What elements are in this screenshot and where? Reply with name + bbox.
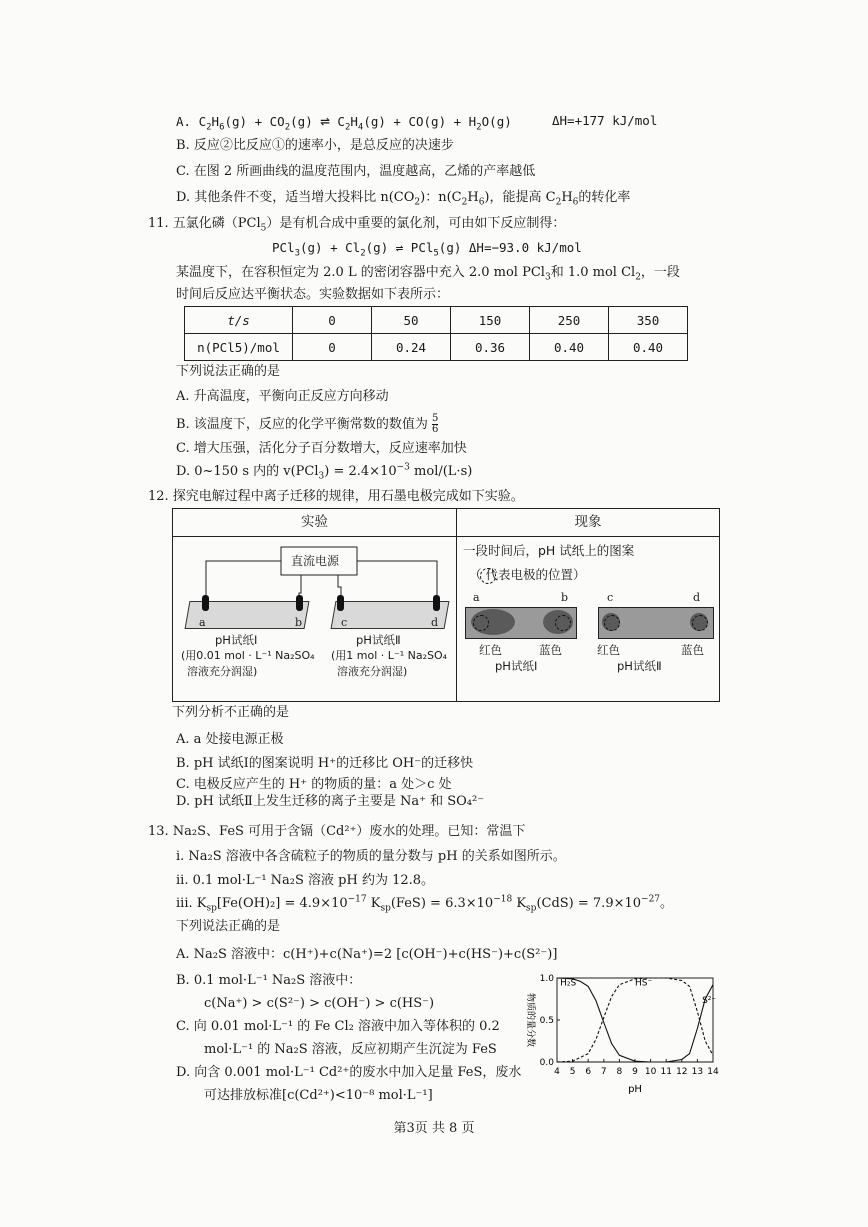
x-tick-label: 14: [707, 1067, 719, 1077]
q13-option-c-2: mol·L⁻¹ 的 Na₂S 溶液，反应初期产生沉淀为 FeS: [204, 1042, 497, 1057]
series-label: S²⁻: [702, 996, 717, 1007]
q10-option-a: A. $C_2H_6(g) + CO_2(g)$ ⇌ $C_2H_4(g) + CO(g) + H_2O(g)$: [176, 111, 512, 133]
q13-iii: iii. $K_{sp}[Fe(OH)_2] = 4.9\times 10^{-17}$ $K_{sp}(FeS) = 6.3\times 10^{-18}$ $K_{sp}(CdS) = 7.9\times 10^{-27}$。: [176, 894, 674, 914]
table-row: [185, 334, 688, 361]
electrode-a: [202, 595, 209, 611]
electrode-a-marker: [473, 615, 489, 631]
x-tick-label: 4: [554, 1067, 560, 1077]
q12-option-a: A. a 处接电源正极: [176, 732, 284, 747]
q10-option-c: C. 在图 2 所画曲线的温度范围内，温度越高，乙烯的产率越低: [176, 164, 536, 179]
table-cell: 0: [293, 334, 372, 361]
paper2-result-label: pH试纸Ⅱ: [617, 659, 662, 673]
table-cell: 0.40: [609, 334, 688, 361]
q13-i: i. Na₂S 溶液中各含硫粒子的物质的量分数与 pH 的关系如图所示。: [176, 849, 566, 864]
electrode-b: [296, 595, 303, 611]
paper2-note-1: (用1 mol · L⁻¹ Na₂SO₄: [331, 649, 448, 662]
label-d: d: [431, 616, 439, 629]
q13-ii: ii. 0.1 mol·L⁻¹ Na₂S 溶液 pH 约为 12.8。: [176, 873, 435, 888]
x-axis-label: pH: [628, 1084, 642, 1095]
phen-line-2: （ 代表电极的位置）: [469, 567, 586, 582]
phen-label-d: d: [693, 591, 701, 604]
series-line: [557, 978, 713, 1062]
paper2-blue-label: 蓝色: [681, 643, 704, 657]
q13-option-b-2: c(Na⁺) > c(S²⁻) > c(OH⁻) > c(HS⁻): [204, 996, 435, 1011]
q11-title: 11. 五氯化磷（PCl$_5$）是有机合成中重要的氯化剂，可由如下反应制得：: [148, 216, 566, 234]
phen-label-c: c: [607, 591, 614, 604]
q10-option-d: D. 其他条件不变，适当增大投料比 $n(CO_2)$：$n(C_2H_6)$，能提高 $C_2H_6$的转化率: [176, 190, 631, 208]
plot-frame: [557, 978, 713, 1062]
electrode-d-marker: [692, 615, 708, 631]
q12-prompt: 下列分析不正确的是: [172, 705, 290, 720]
divider: [456, 509, 457, 701]
x-tick-label: 12: [676, 1067, 688, 1077]
q11-option-b: B. 该温度下，反应的化学平衡常数的数值为 $\frac{5}{6}$: [176, 413, 439, 435]
q11-option-d: D. 0~150 s 内的 $v(PCl_3) = 2.4\times 10^{-3}$ mol/(L·s): [176, 462, 473, 482]
paper2-red-label: 红色: [597, 643, 620, 657]
q13-prompt: 下列说法正确的是: [176, 919, 281, 934]
q11-condition-line2: 时间后反应达平衡状态。实验数据如下表所示：: [176, 287, 450, 302]
label-b: b: [295, 616, 303, 629]
electrode-position-icon: [480, 568, 496, 584]
phen-label-a: a: [473, 591, 480, 604]
y-tick-label: 0.5: [539, 1016, 554, 1026]
phen-label-b: b: [561, 591, 569, 604]
table-cell: 0: [293, 307, 372, 334]
paper1-result-label: pH试纸Ⅰ: [495, 659, 538, 673]
electrode-c-marker: [604, 615, 620, 631]
q12-option-c: C. 电极反应产生的 H⁺ 的物质的量：a 处＞c 处: [176, 777, 452, 792]
label-a: a: [199, 616, 206, 629]
table-cell: 0.24: [372, 334, 451, 361]
paper1-blue-label: 蓝色: [539, 643, 562, 657]
electrode-d: [433, 595, 440, 611]
q13-option-d-1: D. 向含 0.001 mol·L⁻¹ Cd²⁺的废水中加入足量 FeS，废水: [176, 1065, 522, 1080]
q13-title: 13. Na₂S、FeS 可用于含镉（Cd²⁺）废水的处理。已知：常温下: [148, 824, 526, 839]
x-tick-label: 11: [660, 1067, 672, 1077]
x-tick-label: 7: [600, 1067, 607, 1077]
dc-power-label: 直流电源: [291, 554, 340, 568]
table-cell: 0.40: [530, 334, 609, 361]
col-phenomenon: 现象: [457, 509, 719, 537]
q12-option-b: B. pH 试纸Ⅰ的图案说明 H⁺的迁移比 OH⁻的迁移快: [176, 756, 474, 771]
phen-line-1: 一段时间后，pH 试纸上的图案: [463, 543, 635, 558]
electrode-b-marker: [555, 615, 571, 631]
x-tick-label: 10: [644, 1067, 657, 1077]
x-tick-label: 9: [632, 1067, 638, 1077]
col-experiment: 实验: [173, 509, 456, 537]
q12-experiment-table: [172, 508, 720, 702]
paper1-red-label: 红色: [479, 643, 502, 657]
table-cell: 0.36: [451, 334, 530, 361]
q13-option-c-1: C. 向 0.01 mol·L⁻¹ 的 Fe Cl₂ 溶液中加入等体积的 0.2: [176, 1019, 500, 1034]
paper1-label: pH试纸Ⅰ: [215, 633, 258, 647]
paper2-note-2: 溶液充分润湿): [337, 665, 408, 678]
x-tick-label: 13: [691, 1067, 704, 1077]
y-axis-label: 物质的量分数: [525, 992, 535, 1048]
q10-option-b: B. 反应②比反应①的速率小，是总反应的决速步: [176, 138, 454, 153]
q11-option-a: A. 升高温度，平衡向正反应方向移动: [176, 389, 389, 404]
q11-data-table: [184, 306, 688, 361]
q11-prompt: 下列说法正确的是: [176, 364, 281, 379]
page-footer: 第3页 共 8 页: [393, 1121, 475, 1136]
table-cell: 250: [530, 307, 609, 334]
q13-option-a: A. Na₂S 溶液中：c(H⁺)+c(Na⁺)=2 [c(OH⁻)+c(HS⁻)+c(S²⁻)]: [176, 947, 558, 962]
table-cell: 150: [451, 307, 530, 334]
x-tick-label: 8: [616, 1067, 623, 1077]
x-tick-label: 6: [585, 1067, 592, 1077]
q13-option-d-2: 可达排放标准[c(Cd²⁺)<10⁻⁸ mol·L⁻¹]: [204, 1088, 433, 1103]
table-row: [185, 307, 688, 334]
label-c: c: [341, 616, 348, 629]
q12-title: 12. 探究电解过程中离子迁移的规律，用石墨电极完成如下实验。: [148, 489, 524, 504]
table-cell: n(PCl5)/mol: [185, 334, 293, 361]
paper2-label: pH试纸Ⅱ: [356, 633, 401, 647]
series-line: [557, 978, 713, 1062]
q10-option-a-enthalpy: ΔH=+177 kJ/mol: [552, 113, 658, 128]
q11-option-c: C. 增大压强，活化分子百分数增大，反应速率加快: [176, 441, 467, 456]
q13-option-b-1: B. 0.1 mol·L⁻¹ Na₂S 溶液中：: [176, 973, 362, 988]
q11-condition: 某温度下，在容积恒定为 2.0 L 的密闭容器中充入 2.0 mol PCl$_3$和 1.0 mol $Cl_2$，一段: [176, 265, 680, 283]
sulfur-distribution-chart: [515, 968, 725, 1100]
x-tick-label: 5: [569, 1067, 576, 1077]
electrode-c: [337, 595, 344, 611]
series-label: HS⁻: [635, 978, 653, 989]
q12-option-d: D. pH 试纸Ⅱ上发生迁移的离子主要是 Na⁺ 和 SO₄²⁻: [176, 794, 485, 809]
q11-equation: $PCl_3(g) + Cl_2(g)$ ⇌ PCl$_5$(g) ΔH=−93.0 kJ/mol: [272, 240, 582, 259]
series-label: H₂S: [560, 978, 577, 989]
paper1-note-2: 溶液充分润湿): [187, 665, 258, 678]
paper1-note-1: (用0.01 mol · L⁻¹ Na₂SO₄: [181, 649, 315, 662]
series-line: [557, 985, 713, 1062]
table-cell: t/s: [185, 307, 293, 334]
y-tick-label: 1.0: [539, 974, 554, 984]
table-cell: 50: [372, 307, 451, 334]
table-cell: 350: [609, 307, 688, 334]
y-tick-label: 0.0: [539, 1058, 554, 1068]
